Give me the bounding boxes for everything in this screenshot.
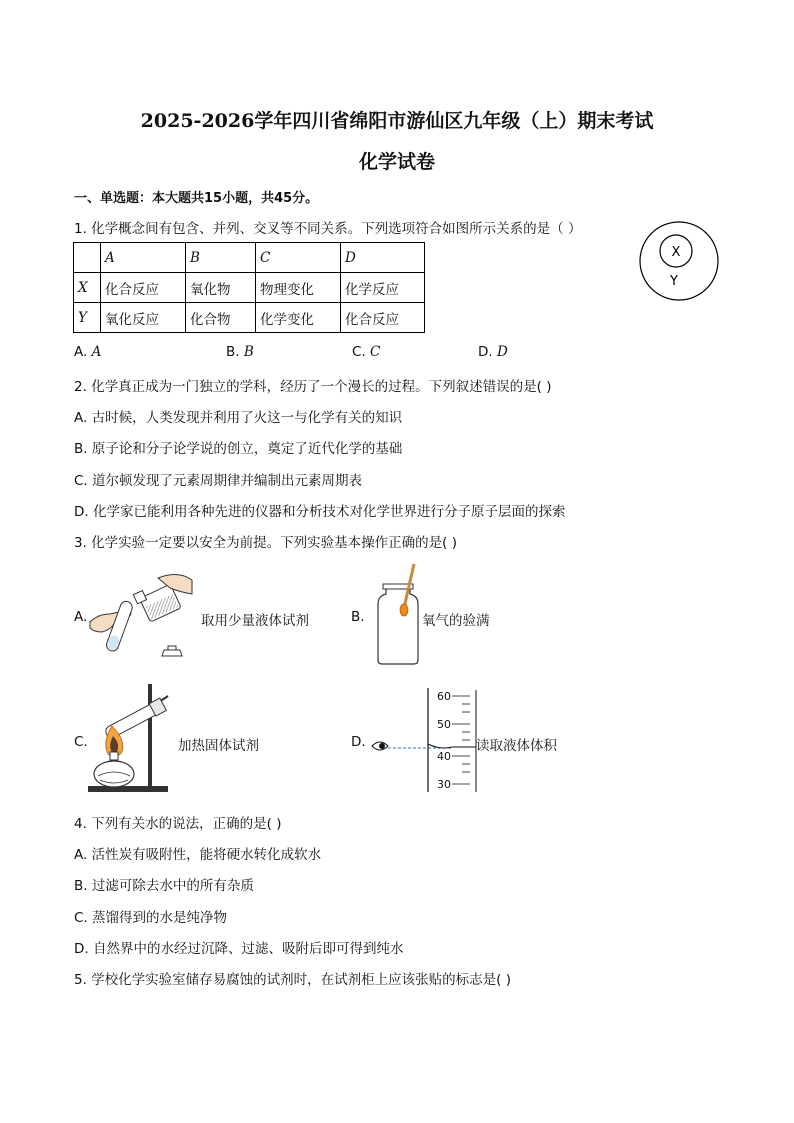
tick-label-30: 30 [437,778,451,791]
q3-option-c-key[interactable]: C. [74,734,88,750]
exam-subtitle: 化学试卷 [358,151,435,173]
table-cell: 化合物 [186,303,256,333]
table-row [74,273,425,303]
q3-stem: 3. 化学实验一定要以安全为前提。下列实验基本操作正确的是( ) [74,535,457,551]
q4-stem: 4. 下列有关水的说法，正确的是( ) [74,816,282,832]
q2-option-c[interactable]: C. 道尔顿发现了元素周期律并编制出元素周期表 [74,473,363,489]
table-header-cell: B [186,243,256,273]
q2-option-d[interactable]: D. 化学家已能利用各种先进的仪器和分析技术对化学世界进行分子原子层面的探索 [74,504,566,520]
q4-option-c[interactable]: C. 蒸馏得到的水是纯净物 [74,910,228,926]
q3-option-a-caption: 取用少量液体试剂 [201,613,309,629]
table-cell: 化学变化 [256,303,341,333]
q1-option-c[interactable]: C. C [352,344,381,360]
q3-option-c-caption: 加热固体试剂 [178,738,259,754]
tick-label-50: 50 [437,718,451,731]
table-row-label: X [74,273,101,303]
q3-option-a-key[interactable]: A. [74,609,88,625]
q1-table [73,242,425,333]
table-row-label: Y [74,303,101,333]
table-cell: 化合反应 [101,273,186,303]
q1-option-a[interactable]: A. A [74,344,102,360]
table-cell [74,243,101,273]
q2-stem: 2. 化学真正成为一门独立的学科，经历了一个漫长的过程。下列叙述错误的是( ) [74,379,552,395]
q2-option-b[interactable]: B. 原子论和分子论学说的创立，奠定了近代化学的基础 [74,441,403,457]
venn-diagram [636,218,722,304]
tick-label-60: 60 [437,690,451,703]
q4-option-d[interactable]: D. 自然界中的水经过沉降、过滤、吸附后即可得到纯水 [74,941,404,957]
venn-inner-label: X [671,245,681,260]
q1-option-d[interactable]: D. D [478,344,508,360]
q3-option-b-key[interactable]: B. [351,609,365,625]
q5-stem: 5. 学校化学实验室储存易腐蚀的试剂时，在试剂柜上应该张贴的标志是( ) [74,972,511,988]
q4-option-b[interactable]: B. 过滤可除去水中的所有杂质 [74,878,254,894]
q3-option-d-key[interactable]: D. [351,734,366,750]
table-row [74,243,425,273]
gas-bottle-illustration [372,562,424,668]
q3-option-b-caption: 氧气的验满 [422,613,490,629]
table-cell: 化合反应 [341,303,425,333]
table-header-cell: A [101,243,186,273]
table-cell: 物理变化 [256,273,341,303]
q1-stem: 1. 化学概念间有包含、并列、交叉等不同关系。下列选项符合如图所示关系的是（ ） [74,221,582,237]
graduated-cylinder-illustration [366,684,478,796]
tick-label-40: 40 [437,750,451,763]
heating-setup-illustration [86,682,182,796]
table-row [74,303,425,333]
q1-option-b[interactable]: B. B [226,344,254,360]
table-cell: 化学反应 [341,273,425,303]
q3-option-d-caption: 读取液体体积 [476,738,557,754]
table-cell: 氧化物 [186,273,256,303]
dropper-illustration [88,570,198,662]
table-cell: 氧化反应 [101,303,186,333]
q4-option-a[interactable]: A. 活性炭有吸附性，能将硬水转化成软水 [74,847,322,863]
venn-outer-label: Y [670,274,678,289]
table-header-cell: C [256,243,341,273]
exam-title: 2025-2026学年四川省绵阳市游仙区九年级（上）期末考试 [140,110,654,132]
q2-option-a[interactable]: A. 古时候，人类发现并利用了火这一与化学有关的知识 [74,410,403,426]
section-heading: 一、单选题：本大题共15小题，共45分。 [74,191,319,206]
table-header-cell: D [341,243,425,273]
